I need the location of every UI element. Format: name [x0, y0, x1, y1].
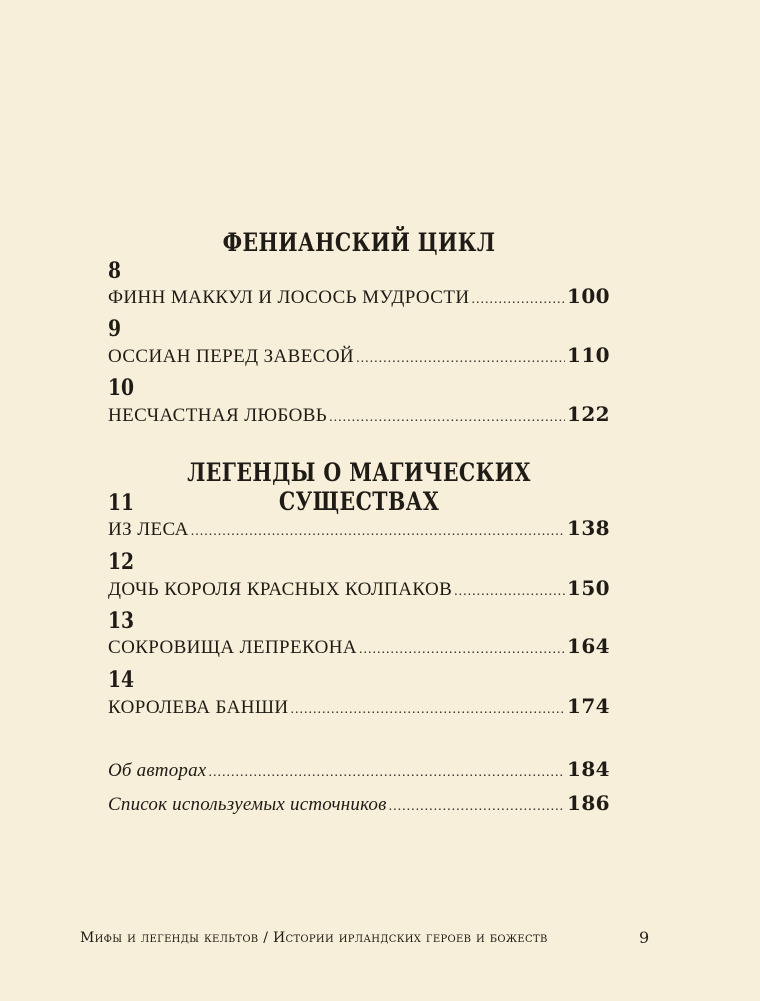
dot-leader — [208, 765, 565, 781]
toc-entry-page: 100 — [567, 284, 610, 308]
dot-leader — [389, 799, 565, 815]
toc-entry-title: Об авторах — [108, 760, 207, 781]
toc-entry-page: 110 — [567, 343, 610, 367]
toc-entry[interactable] — [108, 576, 610, 602]
dot-leader — [329, 410, 565, 426]
dot-leader — [291, 702, 566, 718]
toc-entry-page: 186 — [567, 791, 610, 815]
toc-entry-title: КОРОЛЕВА БАНШИ — [108, 697, 289, 718]
chapter-number: 9 — [108, 316, 122, 342]
toc-entry[interactable] — [108, 694, 610, 720]
toc-entry-title: ДОЧЬ КОРОЛЯ КРАСНЫХ КОЛПАКОВ — [108, 579, 453, 600]
toc-entry[interactable] — [108, 516, 610, 542]
chapter-number: 13 — [108, 608, 135, 634]
toc-entry-about-authors[interactable] — [108, 757, 610, 783]
dot-leader — [454, 584, 565, 600]
toc-entry-page: 122 — [567, 402, 610, 426]
toc-entry-title: ФИНН МАККУЛ И ЛОСОСЬ МУДРОСТИ — [108, 287, 470, 308]
running-title: Мифы и легенды кельтов / Истории ирландских героев и божеств — [80, 930, 548, 946]
toc-entry-title: ИЗ ЛЕСА — [108, 519, 189, 540]
toc-entry[interactable] — [108, 634, 610, 660]
dot-leader — [359, 642, 565, 658]
toc-entry-title: НЕСЧАСТНАЯ ЛЮБОВЬ — [108, 405, 328, 426]
toc-entry[interactable] — [108, 284, 610, 310]
toc-entry-page: 150 — [567, 576, 610, 600]
page-number: 9 — [639, 928, 650, 947]
chapter-number: 12 — [108, 549, 135, 575]
chapter-number: 8 — [108, 258, 122, 284]
chapter-number: 11 — [108, 490, 135, 516]
toc-entry-page: 164 — [567, 634, 610, 658]
section-title-fenian-cycle: ФЕНИАНСКИЙ ЦИКЛ — [222, 228, 496, 257]
section-title-magical-creatures: ЛЕГЕНДЫ О МАГИЧЕСКИХ СУЩЕСТВАХ — [187, 458, 531, 516]
toc-entry-page: 138 — [567, 516, 610, 540]
dot-leader — [191, 524, 565, 540]
dot-leader — [471, 292, 565, 308]
chapter-number: 10 — [108, 375, 135, 401]
toc-entry-sources[interactable] — [108, 791, 610, 817]
chapter-number: 14 — [108, 667, 135, 693]
toc-entry-title: ОССИАН ПЕРЕД ЗАВЕСОЙ — [108, 346, 355, 367]
toc-entry-page: 174 — [567, 694, 610, 718]
dot-leader — [356, 351, 565, 367]
toc-entry[interactable] — [108, 402, 610, 428]
toc-entry-title: Список используемых источников — [108, 794, 387, 815]
toc-entry-title: СОКРОВИЩА ЛЕПРЕКОНА — [108, 637, 357, 658]
toc-entry-page: 184 — [567, 757, 610, 781]
toc-entry[interactable] — [108, 343, 610, 369]
